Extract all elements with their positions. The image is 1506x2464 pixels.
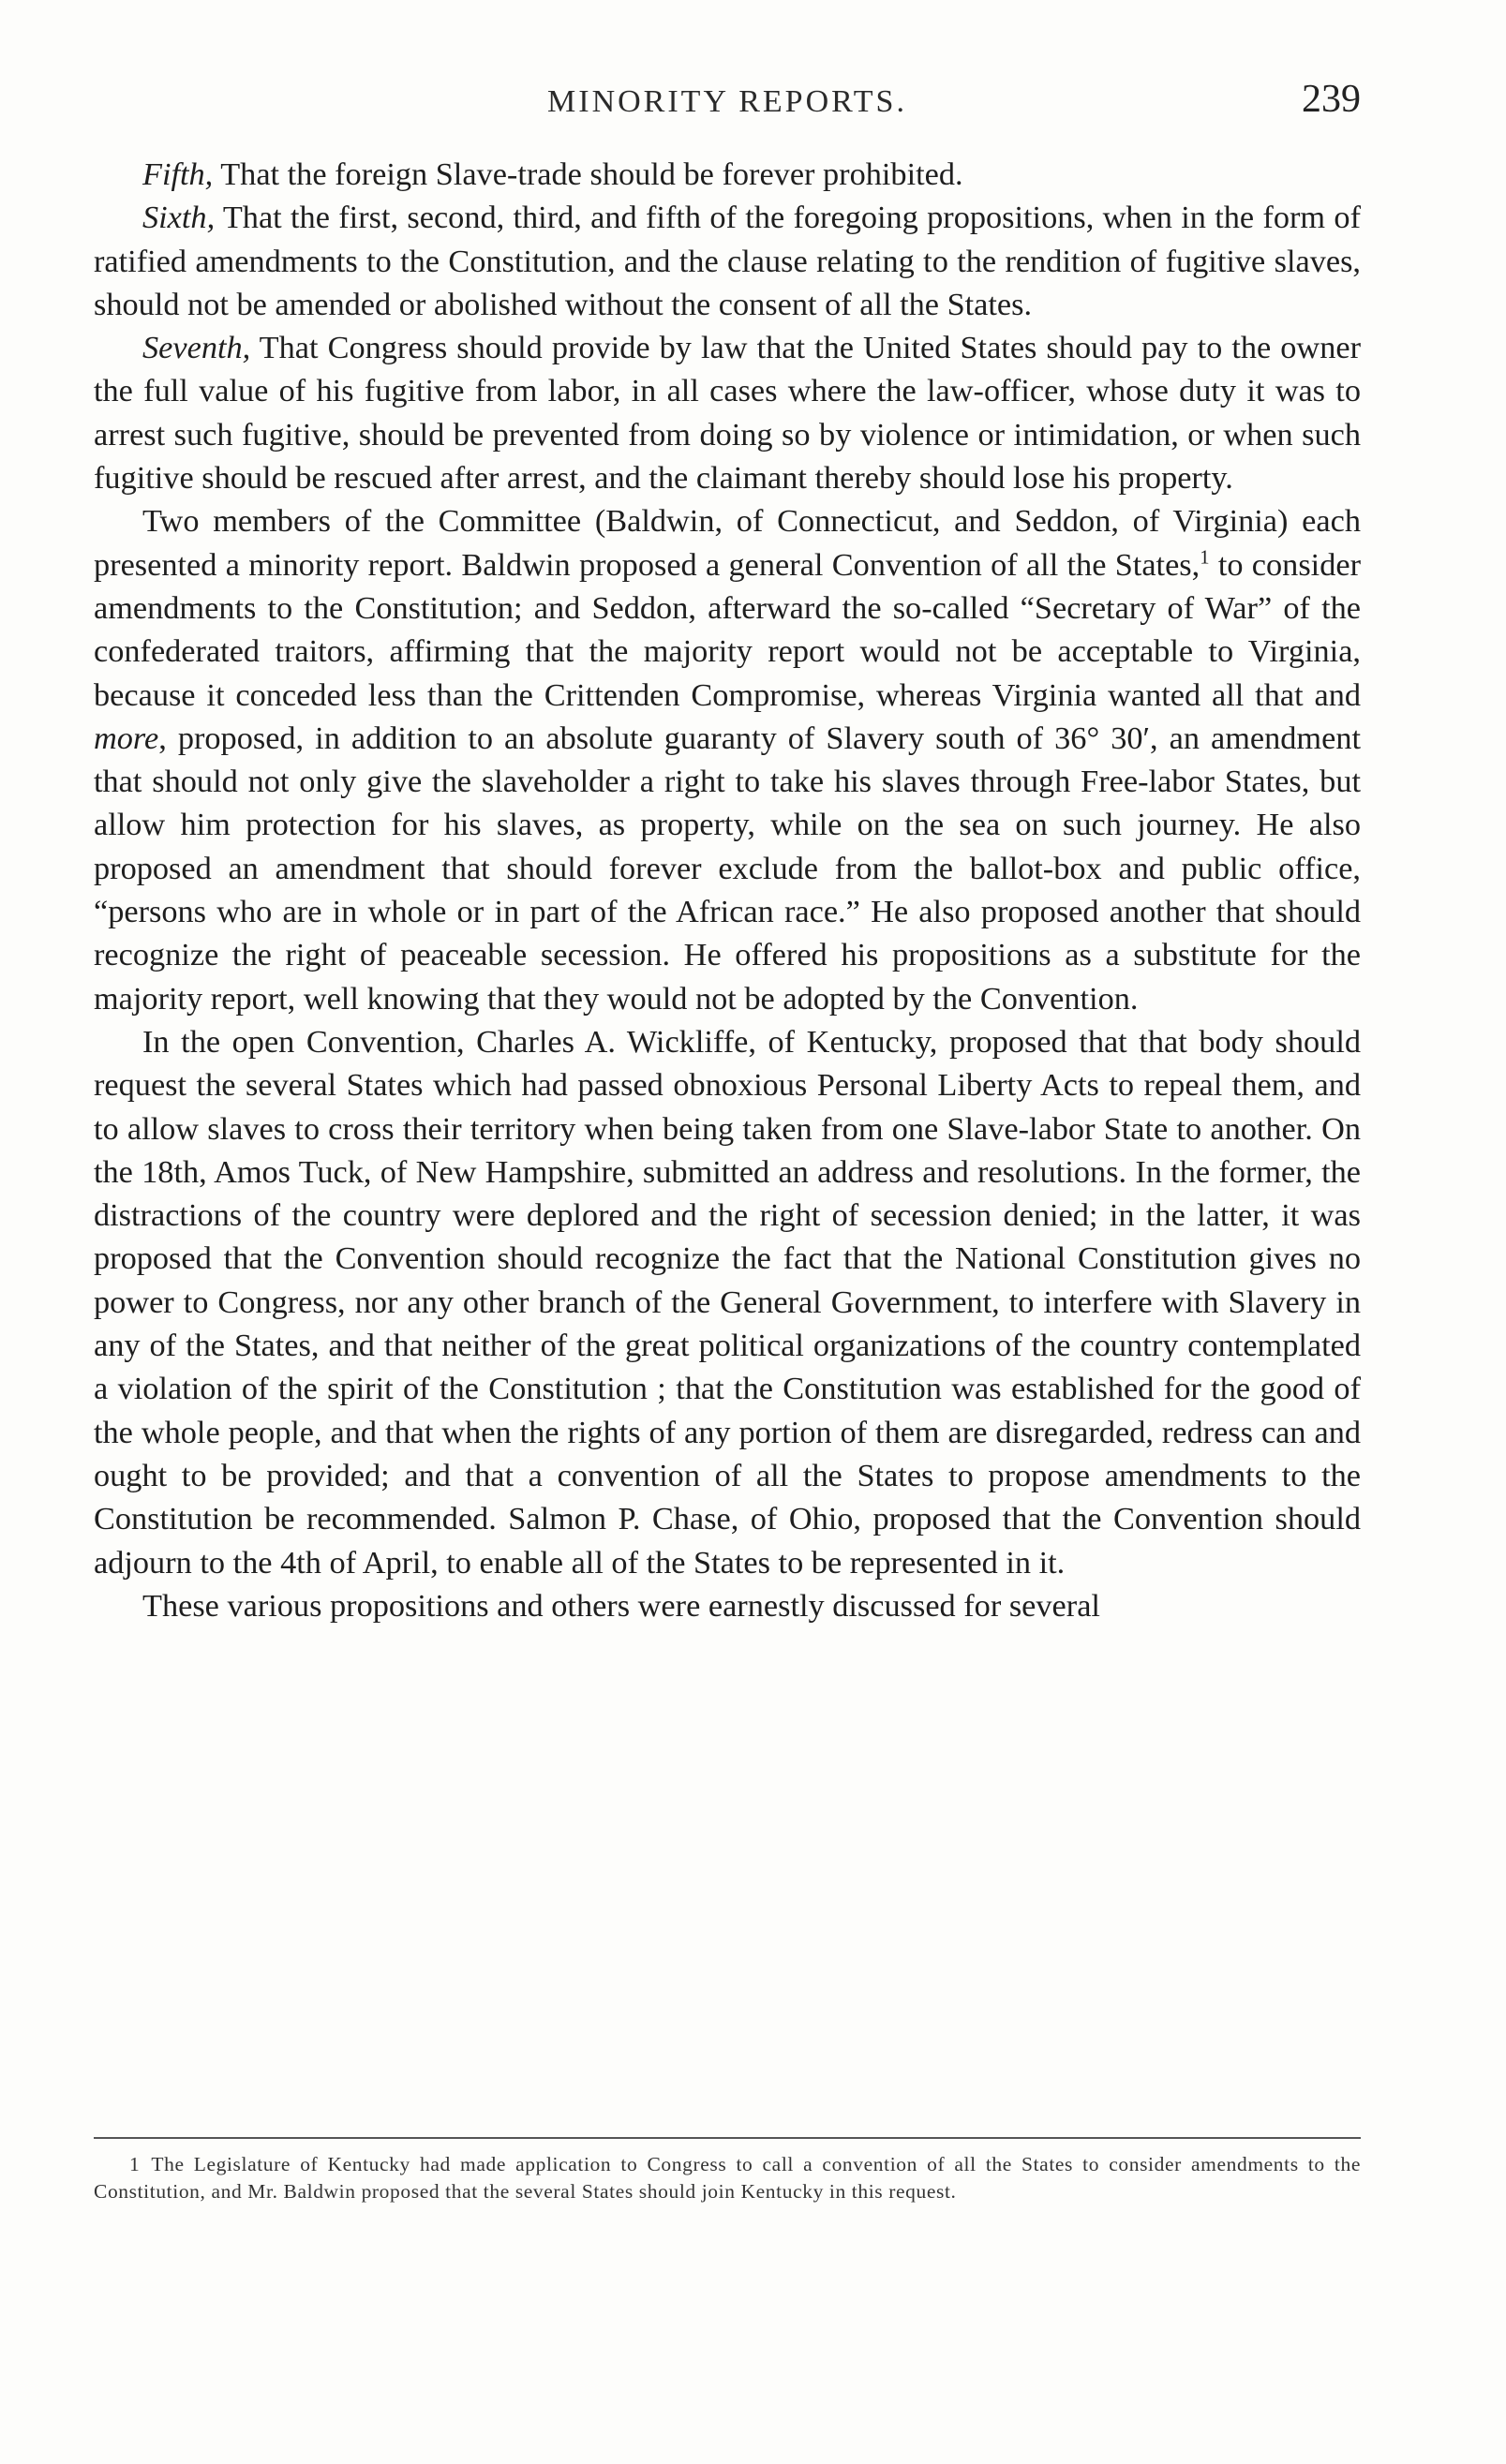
- paragraph-text: That the first, second, third, and fifth of the foregoing propositions, when in the form of ratified amendments to the Constitution, and the clause relating to the rendition of fugitive slaves, should not be amended or abolished without the consent of all the States.: [94, 200, 1361, 322]
- paragraph-seventh: [94, 326, 1361, 499]
- paragraph-open-convention: [94, 1020, 1361, 1584]
- body-text: [94, 153, 1361, 1627]
- paragraph-text: to consider amendments to the Constitution; and Seddon, afterward the so-called “Secretary of War” of the confederated traitors, affirming that the majority report would not be acceptable to Virginia, because it conceded less than the Crittenden Compromise, whereas Virginia wanted all that and: [94, 546, 1361, 713]
- emphasis-word: more: [94, 720, 159, 756]
- paragraph-discussion: [94, 1584, 1361, 1627]
- paragraph-minority-reports: [94, 499, 1361, 1020]
- footnote: [94, 2151, 1361, 2205]
- paragraph-text: These various propositions and others were earnestly discussed for several: [142, 1587, 1100, 1624]
- footnote-reference: 1: [1200, 547, 1210, 569]
- paragraph-text: That Congress should provide by law that the United States should pay to the owner the full value of his fugitive from labor, in all cases where the law-officer, whose duty it was to arrest such fugitive, should be prevented from doing so by violence or intimidation, or when such fugitive should be rescued after arrest, and the claimant thereby should lose his property.: [94, 330, 1361, 497]
- paragraph-lead-word: Sixth,: [142, 200, 216, 236]
- paragraph-text: That the foreign Slave-trade should be forever prohibited.: [213, 156, 963, 192]
- footnote-divider: [94, 2137, 1361, 2139]
- page-number: 239: [1302, 78, 1361, 121]
- paragraph-sixth: [94, 196, 1361, 326]
- paragraph-lead-word: Seventh,: [142, 330, 251, 366]
- paragraph-text: In the open Convention, Charles A. Wickliffe, of Kentucky, proposed that that body should request the several States which had passed obnoxious Personal Liberty Acts to repeal them, and to allow slaves to cross their territory when being taken from one Slave-labor State to another. On the 18th, Amos Tuck, of New Hampshire, submitted an address and resolutions. In the former, the distractions of the country were deplored and the right of secession denied; in the latter, it was proposed that the Convention should recognize the fact that the National Constitution gives no power to Congress, nor any other branch of the General Government, to interfere with Slavery in any of the States, and that neither of the great political organizations of the country contemplated a violation of the spirit of the Constitution ; that the Constitution was established for the good of the whole people, and that when the rights of any portion of them are disregarded, redress can and ought to be provided; and that a convention of all the States to propose amendments to the Constitution be recommended. Salmon P. Chase, of Ohio, proposed that the Convention should adjourn to the 4th of April, to enable all of the States to be represented in it.: [94, 1023, 1361, 1581]
- paragraph-fifth: [94, 153, 1361, 196]
- running-title: MINORITY REPORTS.: [547, 84, 907, 119]
- footnote-text: The Legislature of Kentucky had made application to Congress to call a convention of all the States to consider amendments to the Constitution, and Mr. Baldwin proposed that the several States should join Kentucky in this request.: [94, 2153, 1361, 2203]
- paragraph-text: Two members of the Committee (Baldwin, of Connecticut, and Seddon, of Virginia) each presented a minority report. Baldwin proposed a general Convention of all the States,: [94, 503, 1361, 583]
- running-head: [94, 77, 1361, 133]
- paragraph-lead-word: Fifth,: [142, 156, 214, 192]
- paragraph-text: , proposed, in addition to an absolute guaranty of Slavery south of 36° 30′, an amendment that should not only give the slaveholder a right to take his slaves through Free-labor States, but allow him protection for his slaves, as property, while on the sea on such journey. He also proposed an amendment that should forever exclude from the ballot-box and public office, “persons who are in whole or in part of the African race.” He also proposed another that should recognize the right of peaceable secession. He offered his propositions as a substitute for the majority report, well knowing that they would not be adopted by the Convention.: [94, 720, 1361, 1017]
- footnote-mark: 1: [129, 2153, 141, 2175]
